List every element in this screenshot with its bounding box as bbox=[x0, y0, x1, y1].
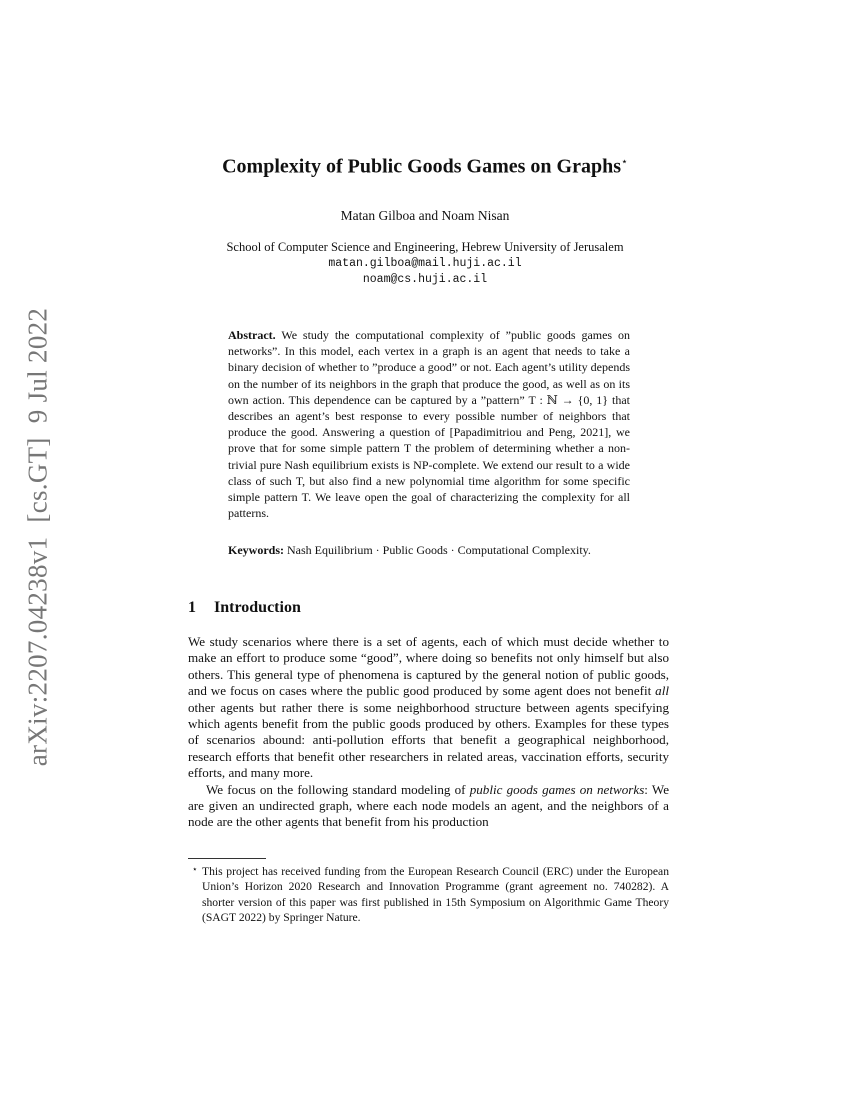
keywords-text: Nash Equilibrium · Public Goods · Computational Complexity. bbox=[287, 543, 591, 557]
section-number: 1 bbox=[188, 599, 196, 616]
paragraph-2: We focus on the following standard modeling of public goods games on networks: We are given an undirected graph, where each node models an agent, and the neighbors of a node are the other agents that benefit from his production bbox=[188, 781, 670, 830]
section-heading bbox=[188, 599, 301, 617]
arxiv-stamp bbox=[23, 294, 54, 766]
paragraph-1: We study scenarios where there is a set of agents, each of which must decide whether to make an effort to produce some “good”, where doing so benefits not only himself but also others. This general type of phenomena is captured by the general notion of public goods, and we focus on cases where the public good produced by some agent does not benefit all other agents but rather there is some neighborhood structure between agents specifying which agents benefit from the public goods produced by others. Examples for these types of scenarios abound: anti-pollution efforts that benefit a geographical neighborhood, research efforts that benefit other researchers in related areas, vaccination efforts, security efforts, and many more. bbox=[188, 634, 669, 781]
title-footnote-mark: ⋆ bbox=[621, 156, 628, 168]
keywords bbox=[228, 542, 630, 558]
abstract bbox=[228, 327, 630, 521]
emphasis-all: all bbox=[655, 683, 669, 699]
arxiv-date: 9 Jul 2022 bbox=[22, 307, 53, 424]
abstract-label: Abstract. bbox=[228, 328, 276, 342]
arxiv-sidebar bbox=[16, 307, 60, 767]
author-affiliation-block bbox=[0, 239, 850, 289]
footnote bbox=[188, 864, 669, 925]
email-1: matan.gilboa@mail.huji.ac.il bbox=[328, 256, 522, 270]
arxiv-category: [cs.GT] bbox=[22, 437, 53, 523]
keywords-label: Keywords: bbox=[228, 543, 284, 557]
section-title: Introduction bbox=[214, 599, 301, 616]
abstract-text: We study the computational complexity of ”public goods games on networks”. In this model, each vertex in a graph is an agent that needs to take a binary decision of whether to ”produce a good” or not. Each agent’s utility depends on the number of its neighbors in the graph that produce the good, as well as on its own action. This dependence can be captured by a ”pattern” T : ℕ → {0, 1} that describes an agent’s best response to every possible number of neighbors that produce the good. Answering a question of [Papadimitriou and Peng, 2021], we prove that for some simple pattern T the problem of determining whether a non-trivial pure Nash equilibrium exists is NP-complete. We extend our result to a wide class of such T, but also find a new polynomial time algorithm for some specific simple pattern T. We leave open the goal of characterizing the complexity for all patterns. bbox=[228, 328, 630, 521]
paper-title-text: Complexity of Public Goods Games on Graphs bbox=[222, 155, 622, 178]
paper-authors: Matan Gilboa and Noam Nisan bbox=[340, 208, 510, 223]
footnote-mark: ⋆ bbox=[192, 864, 198, 874]
affiliation: School of Computer Science and Engineering, Hebrew University of Jerusalem bbox=[226, 240, 624, 254]
footnote-divider bbox=[188, 858, 266, 859]
footnote-text: This project has received funding from the European Research Council (ERC) under the European Union’s Horizon 2020 Research and Innovation Programme (grant agreement no. 740282). A shorter version of this paper was first published in 15th Symposium on Algorithmic Game Theory (SAGT 2022) by Springer Nature. bbox=[202, 865, 669, 924]
email-2: noam@cs.huji.ac.il bbox=[362, 273, 488, 286]
paper-title bbox=[0, 155, 850, 179]
section-body bbox=[188, 634, 669, 831]
arxiv-id: arXiv:2207.04238v1 bbox=[22, 536, 53, 767]
emphasis-term: public goods games on networks bbox=[469, 781, 645, 797]
